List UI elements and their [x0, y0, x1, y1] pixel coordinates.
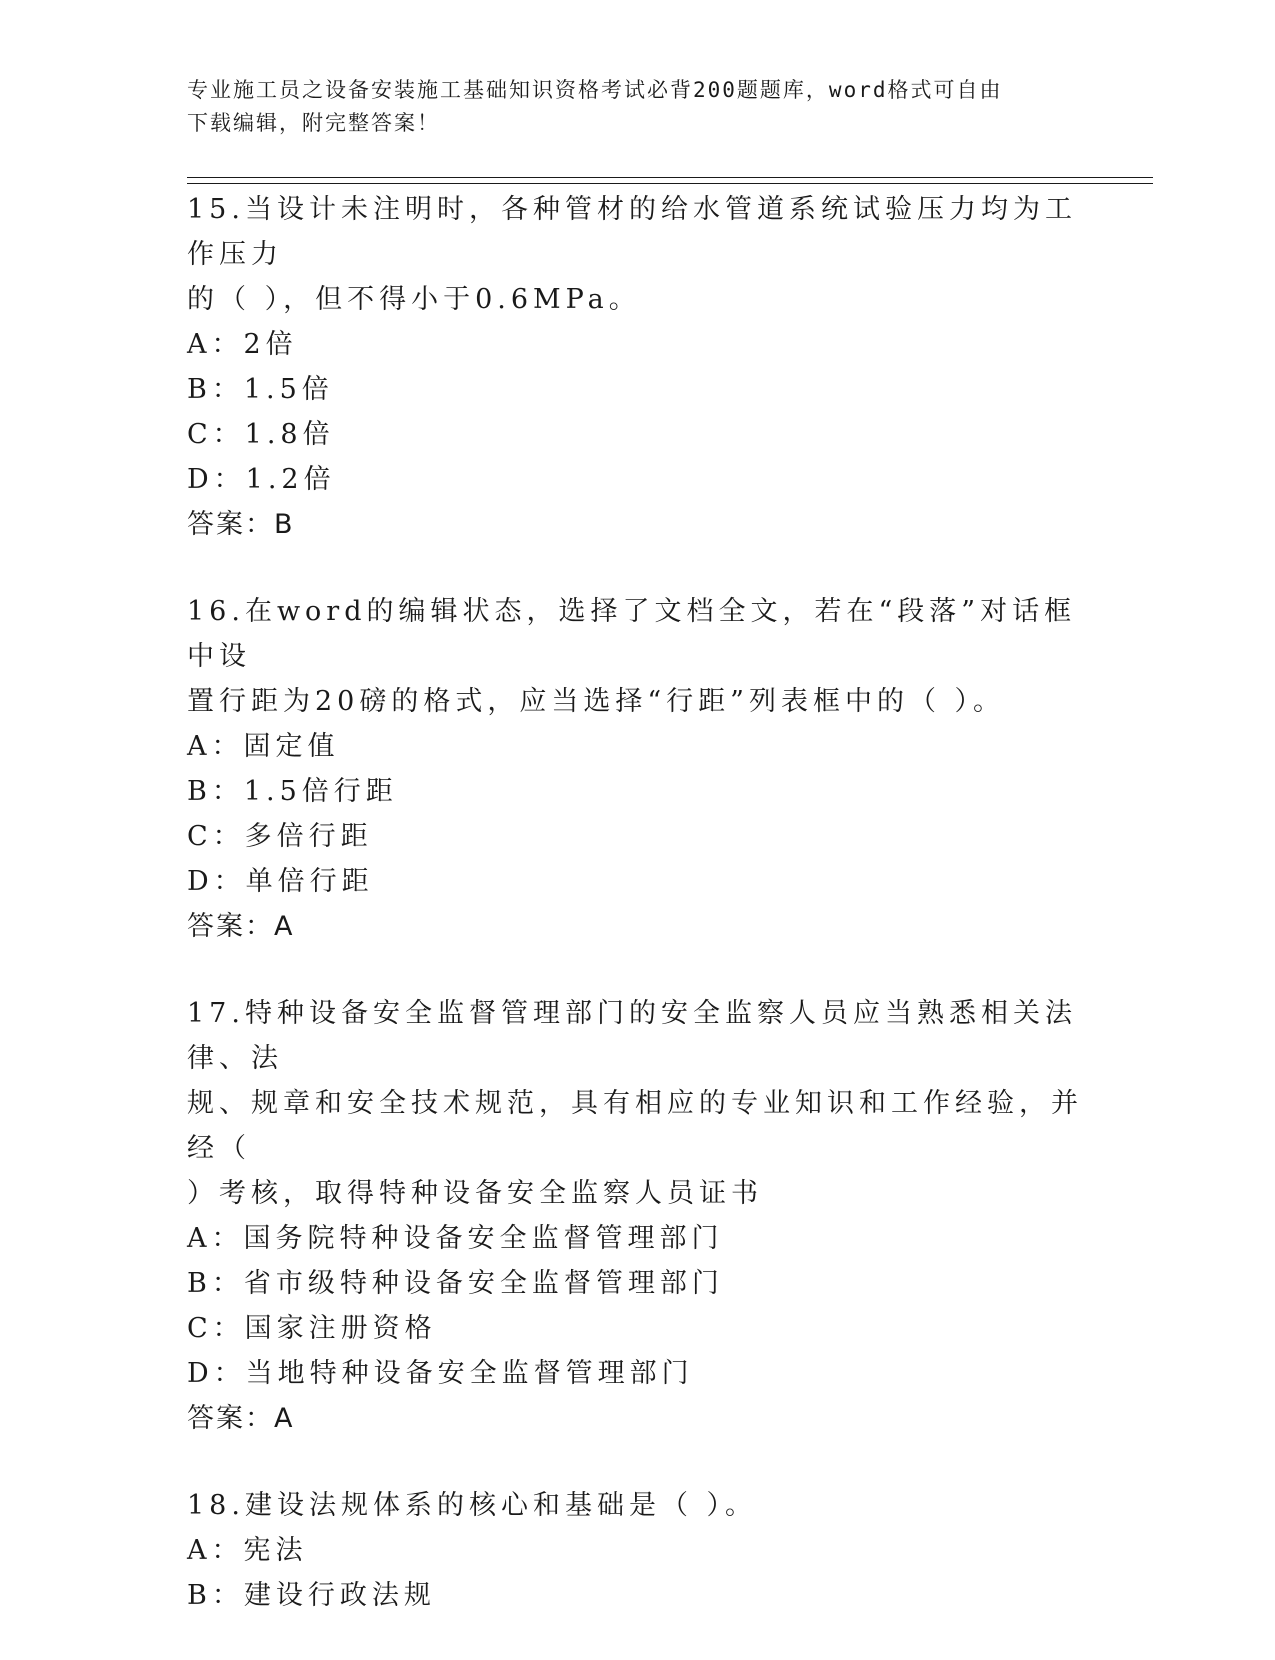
- question-item: [187, 187, 1087, 547]
- option-c: C：多倍行距: [187, 821, 373, 852]
- question-stem-line: 置行距为20磅的格式，应当选择“行距”列表框中的（ ）。: [187, 686, 1006, 717]
- option-a: A：固定值: [187, 731, 340, 762]
- question-item: [187, 991, 1087, 1441]
- answer-line: 答案：B: [187, 509, 295, 540]
- header-line: 下载编辑，附完整答案！: [187, 111, 440, 135]
- question-stem-line: 16.在word的编辑状态，选择了文档全文，若在“段落”对话框中设: [187, 596, 1077, 672]
- option-b: B：省市级特种设备安全监督管理部门: [187, 1268, 724, 1299]
- answer-line: 答案：A: [187, 911, 295, 942]
- header-line: 专业施工员之设备安装施工基础知识资格考试必背200题题库，word格式可自由: [187, 78, 1003, 102]
- option-a: A：国务院特种设备安全监督管理部门: [187, 1223, 724, 1254]
- document-header: [187, 74, 1087, 140]
- question-stem-line: 规、规章和安全技术规范，具有相应的专业知识和工作经验，并经（: [187, 1088, 1083, 1164]
- option-c: C：1.8倍: [187, 419, 335, 450]
- option-b: B：1.5倍行距: [187, 776, 398, 807]
- option-d: D：单倍行距: [187, 866, 374, 897]
- question-item: [187, 589, 1087, 949]
- question-stem-line: 18.建设法规体系的核心和基础是（ ）。: [187, 1490, 758, 1521]
- header-divider: [187, 183, 1153, 184]
- question-stem-line: ）考核，取得特种设备安全监察人员证书: [187, 1178, 763, 1209]
- option-d: D：当地特种设备安全监督管理部门: [187, 1358, 694, 1389]
- option-a: A：2倍: [187, 329, 298, 360]
- option-d: D：1.2倍: [187, 464, 336, 495]
- question-stem-line: 17.特种设备安全监督管理部门的安全监察人员应当熟悉相关法律、法: [187, 998, 1077, 1074]
- option-b: B：建设行政法规: [187, 1580, 436, 1611]
- question-stem-line: 的（ ），但不得小于0.6MPa。: [187, 284, 641, 315]
- header-divider: [187, 177, 1153, 178]
- option-b: B：1.5倍: [187, 374, 334, 405]
- question-stem-line: 15.当设计未注明时，各种管材的给水管道系统试验压力均为工作压力: [187, 194, 1077, 270]
- question-item: [187, 1483, 1087, 1618]
- answer-line: 答案：A: [187, 1403, 295, 1434]
- question-list: [187, 187, 1087, 1660]
- option-a: A：宪法: [187, 1535, 308, 1566]
- option-c: C：国家注册资格: [187, 1313, 437, 1344]
